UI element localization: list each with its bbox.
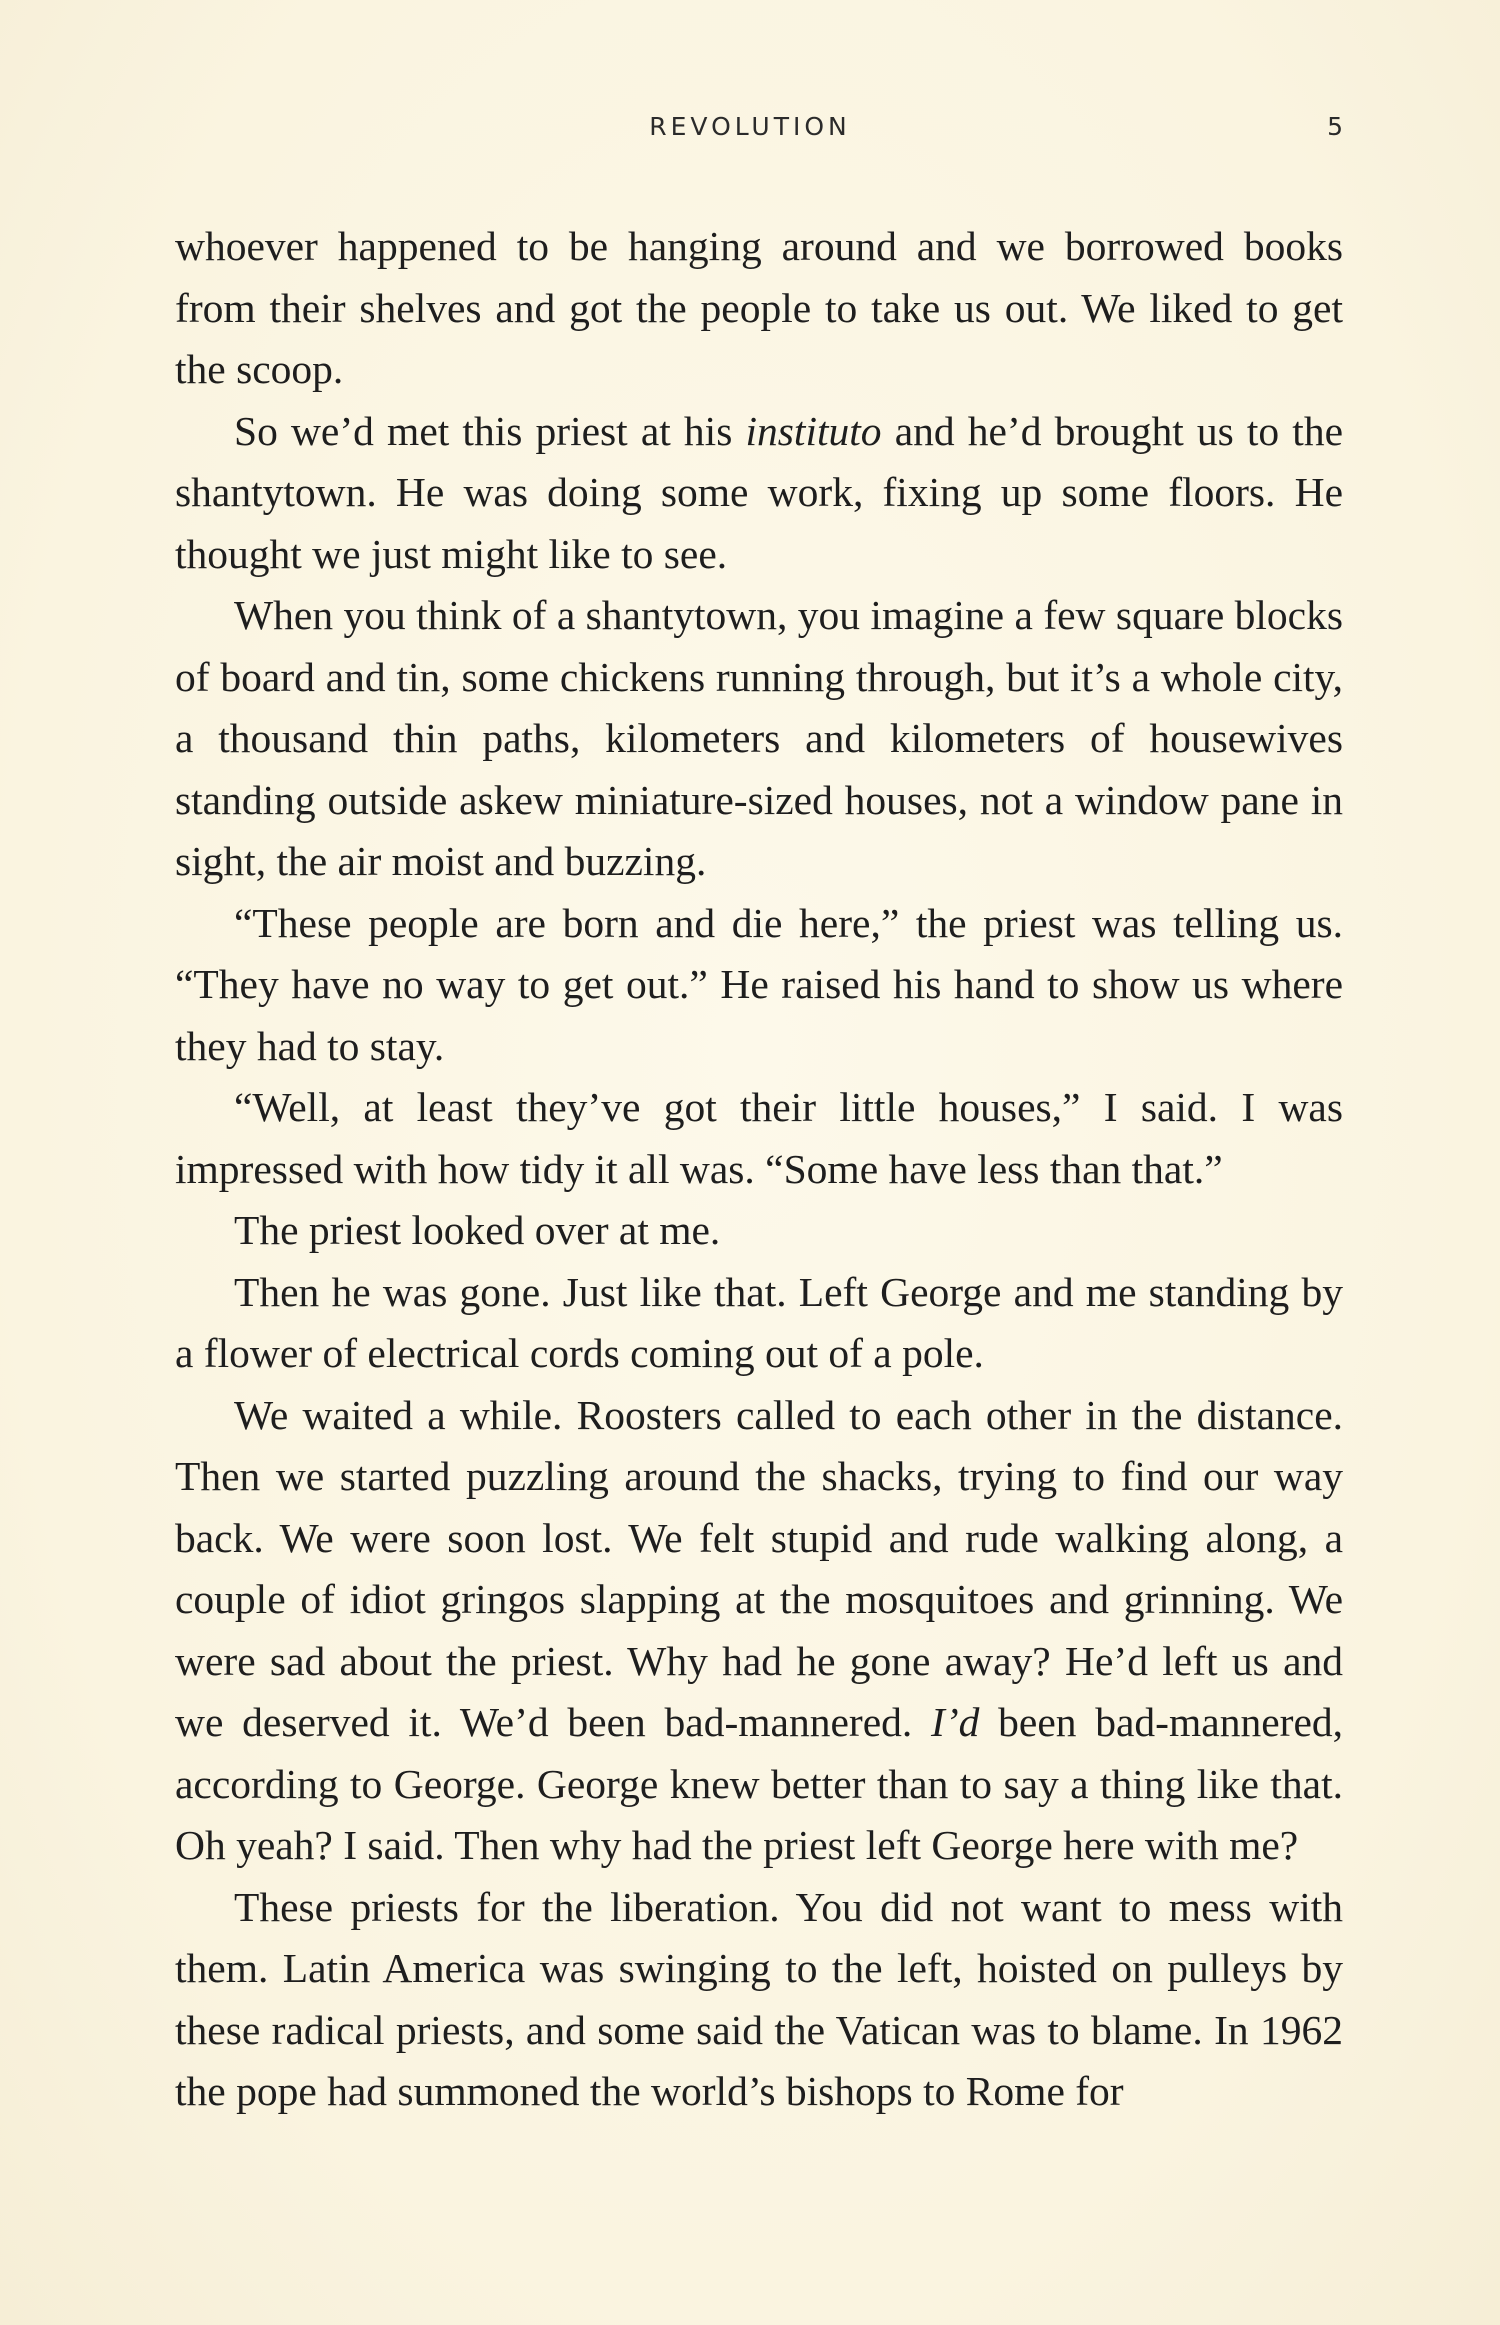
italic-text: I’d bbox=[931, 1699, 980, 1745]
running-head bbox=[0, 112, 1500, 152]
text-run: The priest looked over at me. bbox=[234, 1207, 721, 1253]
paragraph bbox=[175, 1200, 1343, 1262]
paragraph bbox=[175, 585, 1343, 893]
paragraph bbox=[175, 216, 1343, 401]
paragraph bbox=[175, 401, 1343, 586]
paragraph bbox=[175, 1262, 1343, 1385]
paragraph bbox=[175, 1877, 1343, 2123]
text-run: Then he was gone. Just like that. Left George and me standing by a flower of electrical cords coming out of a pole. bbox=[175, 1268, 1343, 1376]
text-run: whoever happened to be hanging around and we borrowed books from their shelves and got the people to take us out. We liked to get the scoop. bbox=[175, 223, 1343, 392]
body-text bbox=[175, 216, 1343, 2123]
text-run: and he’d brought us to the shantytown. He was doing some work, fixing up some floors. He thought we just might like to see. bbox=[175, 407, 1344, 577]
paragraph bbox=[175, 1077, 1343, 1200]
text-run: So we’d met this priest at his bbox=[234, 407, 746, 454]
paragraph bbox=[175, 893, 1343, 1078]
italic-text: instituto bbox=[745, 407, 882, 454]
text-run: We waited a while. Roosters called to each other in the distance. Then we started puzzling around the shacks, trying to find our way back. We were soon lost. We felt stupid and rude walking along, a couple of idiot gringos slapping at the mosquitoes and grinning. We were sad about the priest. Why had he gone away? He’d left us and we deserved it. We’d been bad-mannered. bbox=[175, 1391, 1343, 1745]
paragraph bbox=[175, 1385, 1343, 1877]
running-title: REVOLUTION bbox=[649, 112, 851, 141]
text-run: been bad-mannered, according to George. George knew better than to say a thing like that. Oh yeah? I said. Then why had the priest left George here with me? bbox=[175, 1699, 1343, 1868]
text-run: When you think of a shantytown, you imagine a few square blocks of board and tin, some chickens running through, but it’s a whole city, a thousand thin paths, kilometers and kilometers of housewives standing outside askew miniature-sized houses, not a window pane in sight, the air moist and buzzing. bbox=[175, 592, 1343, 884]
text-run: “These people are born and die here,” the priest was telling us. “They have no way to get out.” He raised his hand to show us where they had to stay. bbox=[175, 899, 1343, 1069]
page-number: 5 bbox=[1327, 112, 1343, 141]
text-run: “Well, at least they’ve got their little houses,” I said. I was impressed with how tidy it all was. “Some have less than that.” bbox=[175, 1084, 1343, 1192]
text-run: These priests for the liberation. You did not want to mess with them. Latin America was swinging to the left, hoisted on pulleys by these radical priests, and some said the Vatican was to blame. In 1962 the pope had summoned the world’s bishops to Rome for bbox=[175, 1883, 1343, 2114]
